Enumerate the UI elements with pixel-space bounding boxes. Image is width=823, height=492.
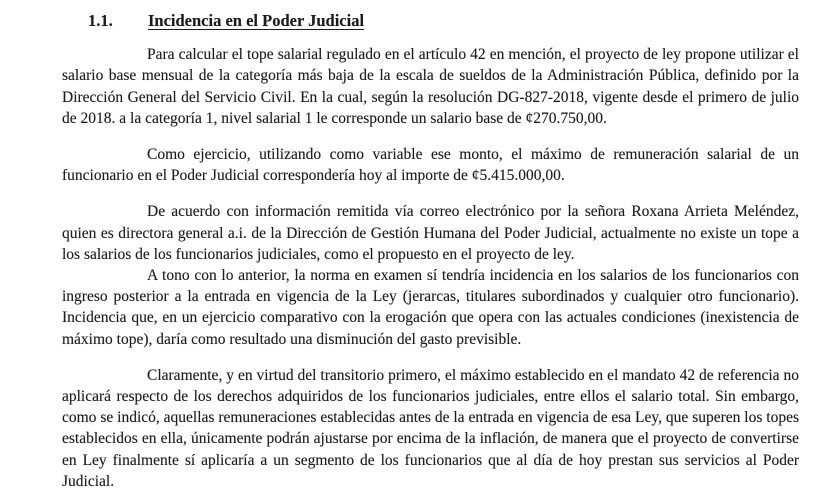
paragraph-correo-roxana-arrieta: De acuerdo con información remitida vía correo electrónico por la señora Roxana Arrieta Meléndez, quien es directora general a.i. de la Dirección de Gestión Humana del Poder Judicial, actualmente no existe un tope a los salarios de los funcionarios judiciales, como el propuesto en el proyecto de ley. <box>62 203 799 263</box>
paragraph-transitorio-primero: Claramente, y en virtud del transitorio primero, el máximo establecido en el mandato 42 de referencia no aplicará respecto de los derechos adquiridos de los funcionarios judiciales, entre ellos el salario total. Sin embargo, como se indicó, aquellas remuneraciones establecidas antes de la entrada en vigencia de esa Ley, que superen los topes establecidos en ella, únicamente podrán ajustarse por encima de la inflación, de manera que el proyecto de convertirse en Ley finalmente sí aplicaría a un segmento de los funcionarios que al día de hoy prestan sus servicios al Poder Judicial. <box>62 366 799 490</box>
paragraph-ejercicio-monto: Como ejercicio, utilizando como variable ese monto, el máximo de remuneración salarial de un funcionario en el Poder Judicial correspondería hoy al importe de ¢5.415.000,00. <box>62 146 799 185</box>
section-title: Incidencia en el Poder Judicial <box>148 11 365 30</box>
paragraph-incidencia-salarios: A tono con lo anterior, la norma en examen sí tendría incidencia en los salarios de los funcionarios con ingreso posterior a la entrada en vigencia de la Ley (jerarcas, titulares subordinados y cualquier otro funcionario). Incidencia que, en un ejercicio comparativo con la erogación que opera con las actuales condiciones (inexistencia de máximo tope), daría como resultado una disminución del gasto previsible. <box>62 267 799 348</box>
section-number: 1.1. <box>88 11 113 30</box>
paragraph-tope-salarial: Para calcular el tope salarial regulado en el artículo 42 en mención, el proyecto de ley propone utilizar el salario base mensual de la categoría más baja de la escala de sueldos de la Administración Pública, definido por la Dirección General del Servicio Civil. En la cual, según la resolución DG-827-2018, vigente desde el primero de julio de 2018. a la categoría 1, nivel salarial 1 le corresponde un salario base de ¢270.750,00. <box>62 46 799 127</box>
section-heading <box>88 10 799 31</box>
